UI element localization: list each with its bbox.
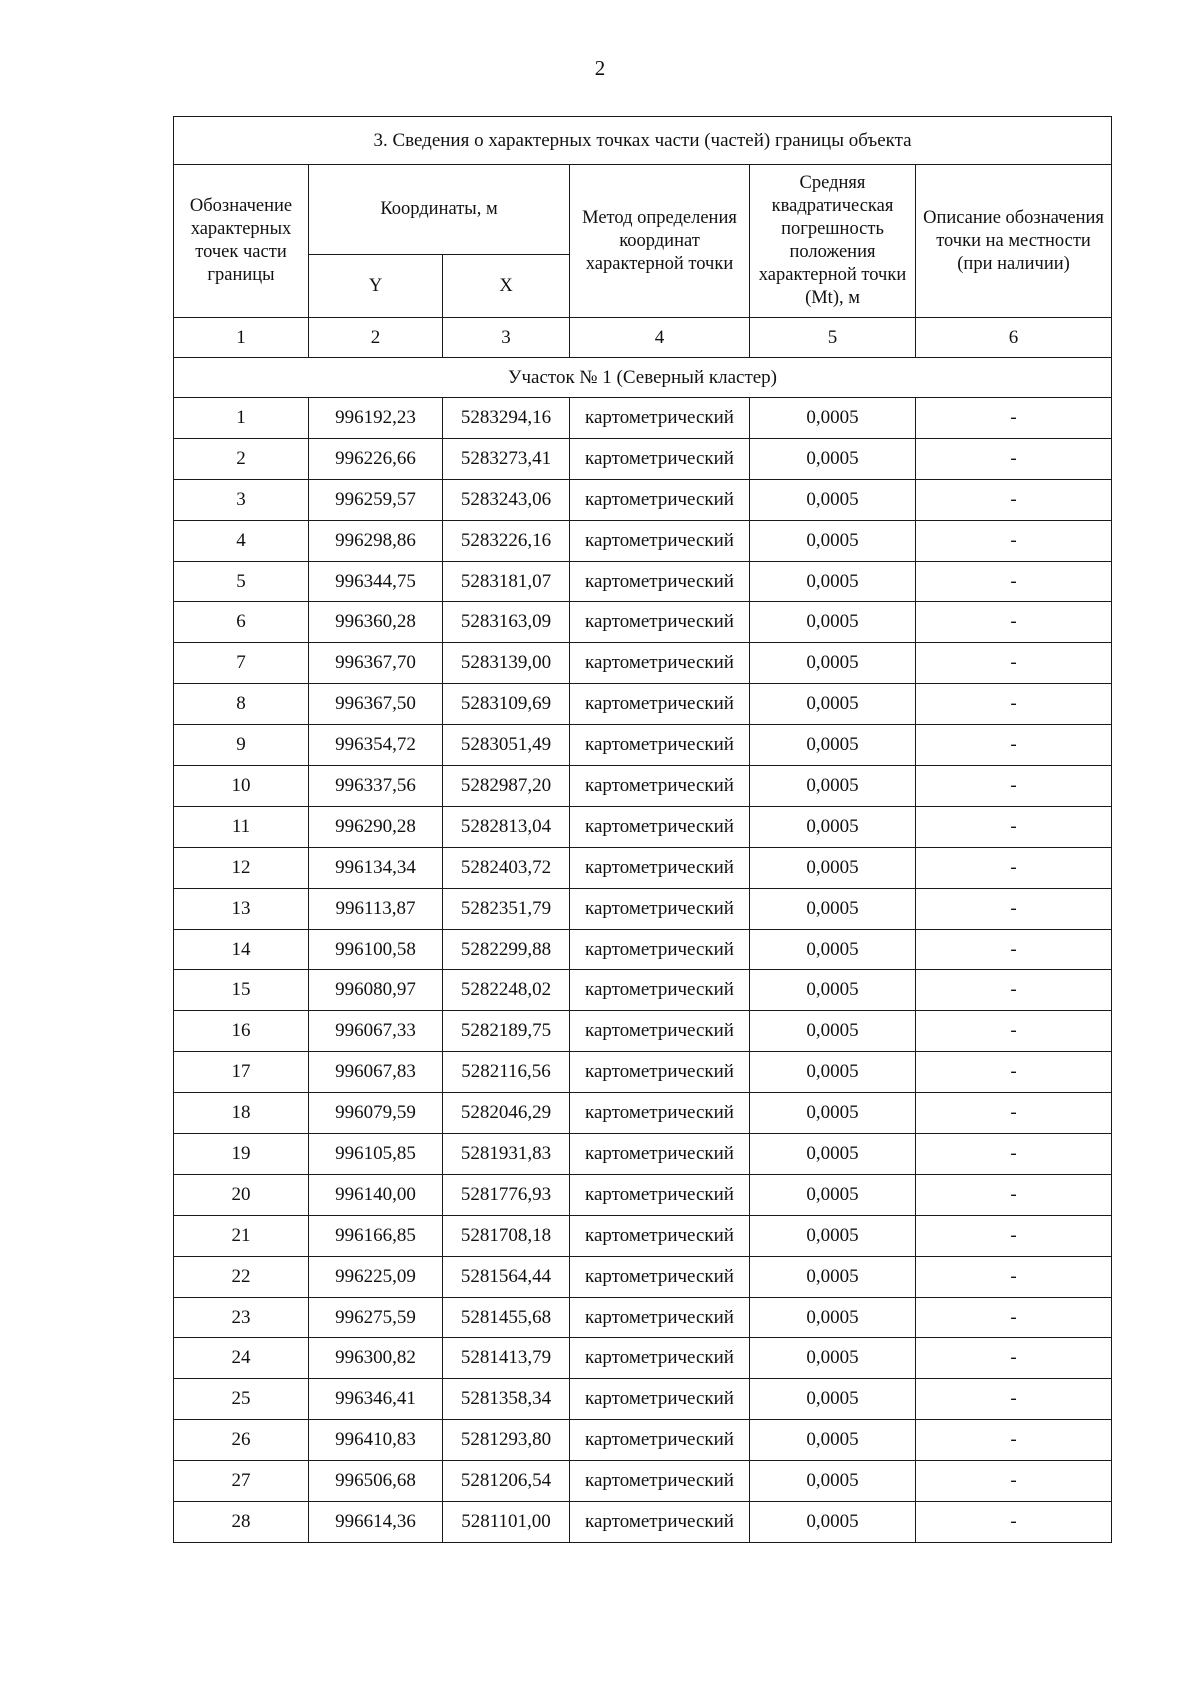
column-number: 5 xyxy=(750,318,916,358)
description-cell: - xyxy=(916,970,1112,1011)
point-number-cell: 22 xyxy=(174,1256,309,1297)
table-row xyxy=(174,1093,1112,1134)
description-cell: - xyxy=(916,1297,1112,1338)
coord-x-cell: 5281708,18 xyxy=(443,1215,570,1256)
error-cell: 0,0005 xyxy=(750,1093,916,1134)
table-row xyxy=(174,1379,1112,1420)
method-cell: картометрический xyxy=(570,888,750,929)
description-cell: - xyxy=(916,479,1112,520)
coord-y-cell: 996290,28 xyxy=(309,806,443,847)
coord-x-cell: 5282403,72 xyxy=(443,847,570,888)
method-cell: картометрический xyxy=(570,766,750,807)
description-cell: - xyxy=(916,398,1112,439)
description-cell: - xyxy=(916,1134,1112,1175)
coord-y-cell: 996298,86 xyxy=(309,520,443,561)
description-cell: - xyxy=(916,1420,1112,1461)
coord-y-cell: 996067,83 xyxy=(309,1052,443,1093)
header-x: X xyxy=(443,255,570,318)
table-row xyxy=(174,398,1112,439)
point-number-cell: 9 xyxy=(174,725,309,766)
coord-y-cell: 996367,50 xyxy=(309,684,443,725)
point-number-cell: 14 xyxy=(174,929,309,970)
coord-x-cell: 5283226,16 xyxy=(443,520,570,561)
point-number-cell: 3 xyxy=(174,479,309,520)
header-point: Обозначение характерных точек части границы xyxy=(174,165,309,318)
column-number: 6 xyxy=(916,318,1112,358)
point-number-cell: 18 xyxy=(174,1093,309,1134)
error-cell: 0,0005 xyxy=(750,1134,916,1175)
method-cell: картометрический xyxy=(570,438,750,479)
coord-x-cell: 5281564,44 xyxy=(443,1256,570,1297)
error-cell: 0,0005 xyxy=(750,1379,916,1420)
method-cell: картометрический xyxy=(570,1052,750,1093)
method-cell: картометрический xyxy=(570,1134,750,1175)
table-title: 3. Сведения о характерных точках части (частей) границы объекта xyxy=(174,117,1112,165)
method-cell: картометрический xyxy=(570,643,750,684)
table-row xyxy=(174,520,1112,561)
coord-y-cell: 996100,58 xyxy=(309,929,443,970)
method-cell: картометрический xyxy=(570,398,750,439)
table-row xyxy=(174,725,1112,766)
column-number: 1 xyxy=(174,318,309,358)
coord-y-cell: 996506,68 xyxy=(309,1461,443,1502)
coord-x-cell: 5281413,79 xyxy=(443,1338,570,1379)
point-number-cell: 24 xyxy=(174,1338,309,1379)
coord-y-cell: 996344,75 xyxy=(309,561,443,602)
coord-y-cell: 996105,85 xyxy=(309,1134,443,1175)
description-cell: - xyxy=(916,1256,1112,1297)
method-cell: картометрический xyxy=(570,1420,750,1461)
description-cell: - xyxy=(916,520,1112,561)
description-cell: - xyxy=(916,1174,1112,1215)
table-row xyxy=(174,1011,1112,1052)
coord-y-cell: 996113,87 xyxy=(309,888,443,929)
coord-x-cell: 5281293,80 xyxy=(443,1420,570,1461)
coord-x-cell: 5283294,16 xyxy=(443,398,570,439)
method-cell: картометрический xyxy=(570,1174,750,1215)
error-cell: 0,0005 xyxy=(750,970,916,1011)
table-row xyxy=(174,1502,1112,1543)
point-number-cell: 6 xyxy=(174,602,309,643)
coord-y-cell: 996367,70 xyxy=(309,643,443,684)
table-row xyxy=(174,806,1112,847)
point-number-cell: 5 xyxy=(174,561,309,602)
coord-x-cell: 5282189,75 xyxy=(443,1011,570,1052)
coord-x-cell: 5282248,02 xyxy=(443,970,570,1011)
point-number-cell: 28 xyxy=(174,1502,309,1543)
method-cell: картометрический xyxy=(570,847,750,888)
coord-x-cell: 5281101,00 xyxy=(443,1502,570,1543)
coord-x-cell: 5281206,54 xyxy=(443,1461,570,1502)
coord-x-cell: 5283181,07 xyxy=(443,561,570,602)
error-cell: 0,0005 xyxy=(750,1461,916,1502)
coord-x-cell: 5281358,34 xyxy=(443,1379,570,1420)
description-cell: - xyxy=(916,1502,1112,1543)
section-title: Участок № 1 (Северный кластер) xyxy=(174,358,1112,398)
description-cell: - xyxy=(916,684,1112,725)
method-cell: картометрический xyxy=(570,929,750,970)
error-cell: 0,0005 xyxy=(750,520,916,561)
table-row xyxy=(174,1052,1112,1093)
description-cell: - xyxy=(916,1215,1112,1256)
description-cell: - xyxy=(916,1338,1112,1379)
description-cell: - xyxy=(916,602,1112,643)
error-cell: 0,0005 xyxy=(750,1215,916,1256)
column-number: 4 xyxy=(570,318,750,358)
description-cell: - xyxy=(916,643,1112,684)
table-row xyxy=(174,561,1112,602)
table-row xyxy=(174,1297,1112,1338)
method-cell: картометрический xyxy=(570,684,750,725)
error-cell: 0,0005 xyxy=(750,643,916,684)
method-cell: картометрический xyxy=(570,725,750,766)
coord-x-cell: 5283273,41 xyxy=(443,438,570,479)
error-cell: 0,0005 xyxy=(750,888,916,929)
point-number-cell: 21 xyxy=(174,1215,309,1256)
point-number-cell: 15 xyxy=(174,970,309,1011)
point-number-cell: 17 xyxy=(174,1052,309,1093)
error-cell: 0,0005 xyxy=(750,1052,916,1093)
error-cell: 0,0005 xyxy=(750,1011,916,1052)
error-cell: 0,0005 xyxy=(750,1502,916,1543)
table-row xyxy=(174,1174,1112,1215)
table-row xyxy=(174,438,1112,479)
coord-x-cell: 5283051,49 xyxy=(443,725,570,766)
column-number-row xyxy=(174,318,1112,358)
error-cell: 0,0005 xyxy=(750,1420,916,1461)
header-y: Y xyxy=(309,255,443,318)
method-cell: картометрический xyxy=(570,1093,750,1134)
coord-y-cell: 996614,36 xyxy=(309,1502,443,1543)
error-cell: 0,0005 xyxy=(750,479,916,520)
method-cell: картометрический xyxy=(570,1338,750,1379)
error-cell: 0,0005 xyxy=(750,725,916,766)
description-cell: - xyxy=(916,438,1112,479)
header-coords: Координаты, м xyxy=(309,165,570,255)
method-cell: картометрический xyxy=(570,1011,750,1052)
point-number-cell: 20 xyxy=(174,1174,309,1215)
coord-y-cell: 996346,41 xyxy=(309,1379,443,1420)
column-number: 2 xyxy=(309,318,443,358)
table-row xyxy=(174,888,1112,929)
point-number-cell: 4 xyxy=(174,520,309,561)
point-number-cell: 10 xyxy=(174,766,309,807)
error-cell: 0,0005 xyxy=(750,806,916,847)
method-cell: картометрический xyxy=(570,970,750,1011)
point-number-cell: 26 xyxy=(174,1420,309,1461)
coord-y-cell: 996360,28 xyxy=(309,602,443,643)
table-row xyxy=(174,1256,1112,1297)
coord-y-cell: 996225,09 xyxy=(309,1256,443,1297)
description-cell: - xyxy=(916,766,1112,807)
error-cell: 0,0005 xyxy=(750,438,916,479)
error-cell: 0,0005 xyxy=(750,929,916,970)
table-row xyxy=(174,1338,1112,1379)
description-cell: - xyxy=(916,561,1112,602)
table-row xyxy=(174,479,1112,520)
coord-y-cell: 996354,72 xyxy=(309,725,443,766)
point-number-cell: 1 xyxy=(174,398,309,439)
page-number: 2 xyxy=(594,56,606,80)
point-number-cell: 7 xyxy=(174,643,309,684)
error-cell: 0,0005 xyxy=(750,847,916,888)
error-cell: 0,0005 xyxy=(750,561,916,602)
coord-y-cell: 996192,23 xyxy=(309,398,443,439)
coord-y-cell: 996140,00 xyxy=(309,1174,443,1215)
error-cell: 0,0005 xyxy=(750,398,916,439)
coord-y-cell: 996067,33 xyxy=(309,1011,443,1052)
coord-x-cell: 5282299,88 xyxy=(443,929,570,970)
coord-y-cell: 996134,34 xyxy=(309,847,443,888)
coord-y-cell: 996337,56 xyxy=(309,766,443,807)
point-number-cell: 8 xyxy=(174,684,309,725)
table-row xyxy=(174,684,1112,725)
error-cell: 0,0005 xyxy=(750,1174,916,1215)
point-number-cell: 2 xyxy=(174,438,309,479)
error-cell: 0,0005 xyxy=(750,766,916,807)
method-cell: картометрический xyxy=(570,806,750,847)
coord-x-cell: 5281455,68 xyxy=(443,1297,570,1338)
coord-x-cell: 5281776,93 xyxy=(443,1174,570,1215)
table-row xyxy=(174,1420,1112,1461)
coord-y-cell: 996300,82 xyxy=(309,1338,443,1379)
coord-y-cell: 996080,97 xyxy=(309,970,443,1011)
point-number-cell: 23 xyxy=(174,1297,309,1338)
description-cell: - xyxy=(916,1011,1112,1052)
description-cell: - xyxy=(916,847,1112,888)
coord-x-cell: 5282987,20 xyxy=(443,766,570,807)
point-number-cell: 25 xyxy=(174,1379,309,1420)
method-cell: картометрический xyxy=(570,1256,750,1297)
method-cell: картометрический xyxy=(570,561,750,602)
description-cell: - xyxy=(916,1093,1112,1134)
table-row xyxy=(174,766,1112,807)
point-number-cell: 19 xyxy=(174,1134,309,1175)
table-row xyxy=(174,847,1112,888)
method-cell: картометрический xyxy=(570,1379,750,1420)
header-method: Метод определения координат характерной точки xyxy=(570,165,750,318)
table-row xyxy=(174,602,1112,643)
description-cell: - xyxy=(916,1379,1112,1420)
description-cell: - xyxy=(916,1461,1112,1502)
description-cell: - xyxy=(916,888,1112,929)
error-cell: 0,0005 xyxy=(750,1297,916,1338)
method-cell: картометрический xyxy=(570,1461,750,1502)
coord-x-cell: 5282813,04 xyxy=(443,806,570,847)
description-cell: - xyxy=(916,806,1112,847)
coord-x-cell: 5283139,00 xyxy=(443,643,570,684)
method-cell: картометрический xyxy=(570,1502,750,1543)
error-cell: 0,0005 xyxy=(750,1338,916,1379)
coord-y-cell: 996275,59 xyxy=(309,1297,443,1338)
table-row xyxy=(174,643,1112,684)
coord-x-cell: 5283163,09 xyxy=(443,602,570,643)
point-number-cell: 16 xyxy=(174,1011,309,1052)
point-number-cell: 13 xyxy=(174,888,309,929)
coord-y-cell: 996226,66 xyxy=(309,438,443,479)
coord-x-cell: 5282116,56 xyxy=(443,1052,570,1093)
point-number-cell: 27 xyxy=(174,1461,309,1502)
description-cell: - xyxy=(916,1052,1112,1093)
table-row xyxy=(174,1215,1112,1256)
coord-x-cell: 5283243,06 xyxy=(443,479,570,520)
method-cell: картометрический xyxy=(570,602,750,643)
coord-x-cell: 5281931,83 xyxy=(443,1134,570,1175)
error-cell: 0,0005 xyxy=(750,1256,916,1297)
error-cell: 0,0005 xyxy=(750,684,916,725)
coord-y-cell: 996410,83 xyxy=(309,1420,443,1461)
error-cell: 0,0005 xyxy=(750,602,916,643)
method-cell: картометрический xyxy=(570,1297,750,1338)
coord-y-cell: 996166,85 xyxy=(309,1215,443,1256)
method-cell: картометрический xyxy=(570,479,750,520)
coord-y-cell: 996079,59 xyxy=(309,1093,443,1134)
description-cell: - xyxy=(916,725,1112,766)
coord-x-cell: 5282046,29 xyxy=(443,1093,570,1134)
point-number-cell: 12 xyxy=(174,847,309,888)
table-row xyxy=(174,1461,1112,1502)
coord-x-cell: 5283109,69 xyxy=(443,684,570,725)
coord-y-cell: 996259,57 xyxy=(309,479,443,520)
description-cell: - xyxy=(916,929,1112,970)
table-row xyxy=(174,970,1112,1011)
header-error: Средняя квадратическая погрешность положения характерной точки (Mt), м xyxy=(750,165,916,318)
coord-x-cell: 5282351,79 xyxy=(443,888,570,929)
point-number-cell: 11 xyxy=(174,806,309,847)
header-description: Описание обозначения точки на местности (при наличии) xyxy=(916,165,1112,318)
boundary-points-table xyxy=(173,116,1112,1543)
table-row xyxy=(174,929,1112,970)
method-cell: картометрический xyxy=(570,1215,750,1256)
method-cell: картометрический xyxy=(570,520,750,561)
column-number: 3 xyxy=(443,318,570,358)
table-row xyxy=(174,1134,1112,1175)
